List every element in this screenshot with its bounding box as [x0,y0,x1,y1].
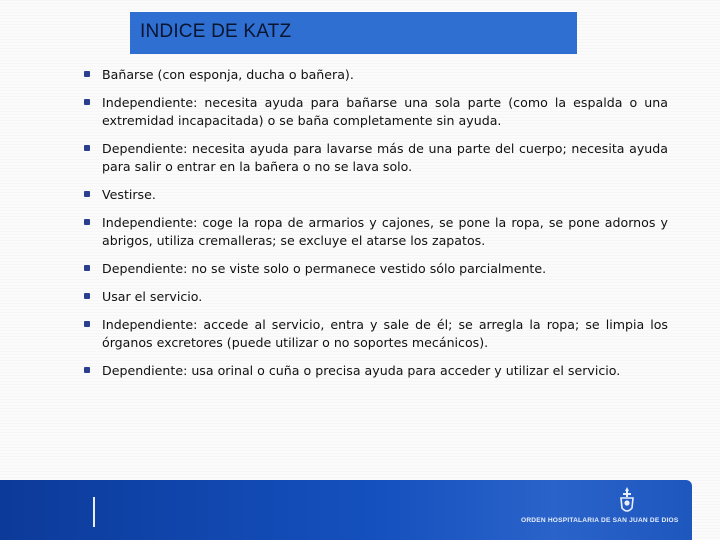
list-item-text: Usar el servicio. [102,289,203,304]
footer-banner [0,480,692,540]
list-item [82,140,668,176]
list-item [82,260,668,278]
list-item-text: Independiente: accede al servicio, entra y sale de él; se arregla la ropa; se limpia los órganos excretores (puede utilizar o no soportes mecánicos). [102,317,668,350]
footer-caption: ORDEN HOSPITALARIA DE SAN JUAN DE DIOS [521,517,679,524]
list-item [82,186,668,204]
slide-title: INDICE DE KATZ [140,21,292,42]
square-bullet-icon [84,293,90,299]
list-item-text: Dependiente: no se viste solo o permanece vestido sólo parcialmente. [102,261,547,276]
square-bullet-icon [84,219,90,225]
square-bullet-icon [84,191,90,197]
list-item-text: Independiente: necesita ayuda para bañarse una sola parte (como la espalda o una extremidad incapacitada) o se baña completamente sin ayuda. [102,95,668,128]
square-bullet-icon [84,265,90,271]
square-bullet-icon [84,145,90,151]
list-item [82,66,668,84]
list-item [82,362,668,380]
footer-divider [93,497,95,527]
square-bullet-icon [84,71,90,77]
order-emblem-icon [612,486,642,516]
katz-criteria-list [82,66,668,390]
list-item [82,214,668,250]
title-bar [130,12,577,54]
list-item-text: Independiente: coge la ropa de armarios y cajones, se pone la ropa, se pone adornos y abrigos, utiliza cremalleras; se excluye el atarse los zapatos. [102,215,668,248]
square-bullet-icon [84,367,90,373]
square-bullet-icon [84,321,90,327]
list-item-text: Dependiente: usa orinal o cuña o precisa ayuda para acceder y utilizar el servicio. [102,363,621,378]
list-item-text: Bañarse (con esponja, ducha o bañera). [102,67,354,82]
list-item [82,316,668,352]
list-item [82,94,668,130]
list-item [82,288,668,306]
list-item-text: Dependiente: necesita ayuda para lavarse más de una parte del cuerpo; necesita ayuda para salir o entrar en la bañera o no se lava solo. [102,141,668,174]
list-item-text: Vestirse. [102,187,156,202]
square-bullet-icon [84,99,90,105]
